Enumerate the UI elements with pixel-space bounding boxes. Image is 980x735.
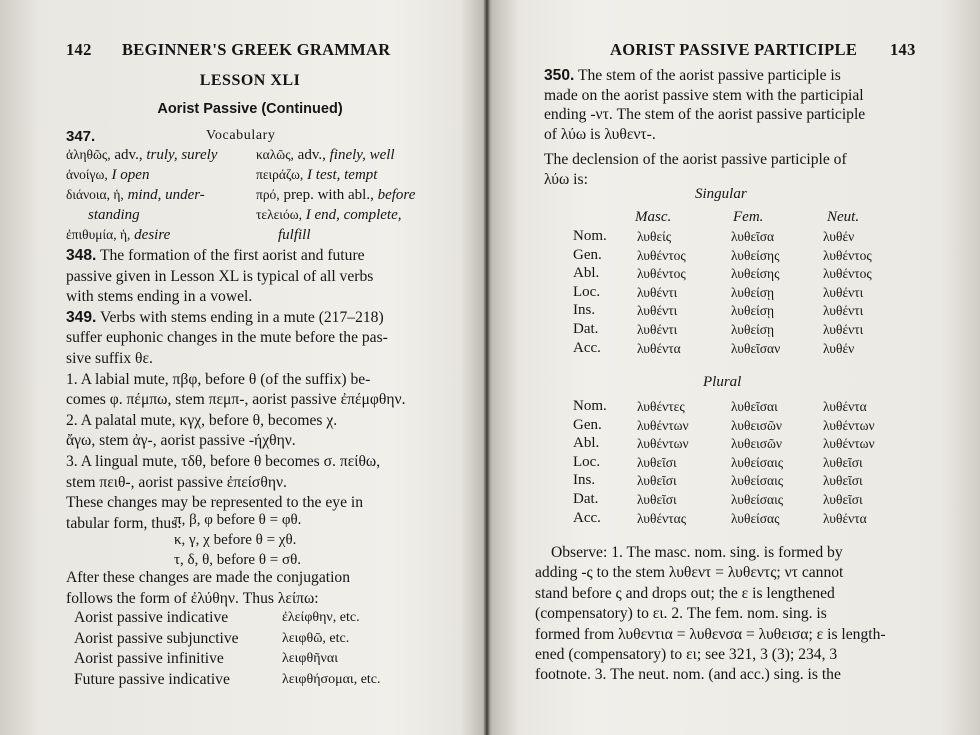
neut-form: λυθέντος (823, 266, 872, 282)
neut-form: λυθέντι (823, 322, 864, 337)
vocab-gloss: I end, complete, (305, 207, 402, 223)
form-greek: λειφθήσομαι, etc. (282, 671, 381, 687)
vocab-pos: adv., (110, 147, 147, 163)
fem-form: λυθείσῃ (731, 322, 775, 337)
left-page (60, 0, 455, 735)
body-line (66, 473, 461, 493)
observe-line: Observe: 1. The masc. nom. sing. is formed by (551, 544, 843, 561)
intro-line (544, 66, 841, 86)
line-text: comes φ. πέμπω, stem πεμπ-, aorist passive ἐπέμφθην. (66, 391, 406, 409)
body-line (66, 431, 461, 451)
mute-rule: τ, δ, θ, before θ = σθ. (174, 552, 302, 568)
masc-form: λυθεῖσι (637, 454, 677, 470)
masc-form: λυθέντα (637, 340, 681, 356)
page-number-right: 143 (890, 40, 916, 59)
form-label: Aorist passive infinitive (74, 650, 224, 667)
masc-form: λυθείς (637, 229, 672, 244)
intro-line (544, 125, 656, 145)
masc-form: λυθέντας (637, 510, 687, 526)
observe-line: (compensatory) to ει. 2. The fem. nom. sing. is (535, 605, 827, 623)
fem-form: λυθείσῃ (731, 284, 775, 300)
body-line (66, 287, 461, 307)
fem-form: λυθεῖσαι (731, 399, 778, 414)
vocab-left-entry (66, 187, 205, 204)
case-label: Dat. (573, 321, 599, 337)
body-line (66, 452, 461, 472)
mute-rule: π, β, φ before θ = φθ. (174, 512, 302, 528)
masc-form: λυθέντι (637, 322, 678, 337)
line-text: ἄγω, stem ἀγ-, aorist passive -ήχθην. (66, 432, 296, 450)
neut-form: λυθέντων (823, 436, 875, 452)
vocab-pos: adv., (293, 147, 330, 163)
running-title-right: AORIST PASSIVE PARTICIPLE (610, 40, 858, 59)
line-text: tabular form, thus: (66, 514, 182, 532)
col-head-masc: Masc. (635, 209, 672, 225)
line-text: ending -ντ. The stem of the aorist passive participle (544, 106, 866, 124)
fem-form: λυθείσας (731, 510, 780, 526)
vocab-greek: ἀληθῶς, (66, 147, 111, 162)
observe-line: formed from λυθεντια = λυθενσα = λυθεισα; ε is length- (535, 625, 886, 643)
vocab-gloss: desire (134, 227, 171, 243)
singular-heading: Singular (695, 186, 747, 202)
intro-line (544, 105, 865, 125)
line-text: 3. A lingual mute, τδθ, before θ becomes σ. πείθω, (66, 453, 381, 470)
vocab-right-entry (256, 187, 415, 204)
form-greek: λειφθῶ, etc. (282, 630, 350, 646)
masc-form: λυθέντι (637, 284, 678, 300)
vocab-greek: διάνοια, ἡ, (66, 187, 124, 202)
vocab-right-entry (256, 147, 395, 164)
body-line: After these changes are made the conjugation (66, 569, 351, 586)
mute-rule: κ, γ, χ before θ = χθ. (174, 532, 297, 548)
body-line (66, 349, 461, 369)
line-text: of λύω is λυθεντ-. (544, 125, 656, 143)
masc-form: λυθέντι (637, 303, 678, 319)
case-label: Ins. (573, 472, 596, 489)
line-text: These changes may be represented to the eye in (66, 494, 364, 512)
book-gutter (484, 0, 490, 735)
body-line (66, 411, 461, 431)
line-text: The formation of the first aorist and future (96, 247, 365, 264)
fem-form: λυθεισῶν (731, 436, 783, 452)
neut-form: λυθέν (823, 229, 855, 244)
case-label: Ins. (573, 302, 596, 319)
intro-line (544, 86, 864, 106)
col-head-fem: Fem. (733, 209, 764, 225)
body-line (66, 328, 461, 348)
vocab-gloss: I test, tempt (307, 167, 378, 183)
line-text: The declension of the aorist passive participle of (544, 151, 847, 169)
observe-line: footnote. 3. The neut. nom. (and acc.) sing. is the (535, 666, 841, 684)
vocab-gloss: I open (111, 167, 150, 183)
case-label: Gen. (573, 246, 602, 263)
body-line (66, 267, 461, 287)
vocab-right-entry (256, 167, 377, 184)
case-label: Acc. (573, 509, 601, 526)
line-text: made on the aorist passive stem with the participial (544, 86, 864, 104)
fem-form: λυθείσης (731, 247, 780, 263)
neut-form: λυθεῖσι (823, 454, 863, 470)
neut-form: λυθέντα (823, 510, 867, 526)
vocab-left-entry (88, 207, 140, 224)
line-text: Verbs with stems ending in a mute (217–218) (96, 308, 384, 326)
fem-form: λυθείσης (731, 266, 780, 282)
neut-form: λυθέντι (823, 284, 864, 300)
neut-form: λυθέντος (823, 247, 872, 263)
neut-form: λυθέντι (823, 303, 864, 319)
case-label: Nom. (573, 398, 607, 414)
vocab-greek: ἐπιθυμία, ἡ, (66, 227, 131, 242)
fem-form: λυθεῖσα (731, 229, 775, 244)
line-text: The stem of the aorist passive participle is (574, 67, 841, 84)
intro-line (544, 170, 588, 190)
line-text: λύω is: (544, 171, 588, 188)
vocab-gloss: standing (88, 207, 140, 223)
case-label: Abl. (573, 265, 600, 282)
col-head-neut: Neut. (827, 209, 860, 225)
vocab-greek: καλῶς, (256, 147, 294, 162)
intro-line (544, 150, 847, 170)
masc-form: λυθέντος (637, 247, 686, 263)
lesson-title: LESSON XLI (199, 72, 301, 89)
case-label: Loc. (573, 453, 601, 470)
vocab-right-entry (256, 207, 402, 224)
lesson-subheading: Aorist Passive (Continued) (157, 101, 343, 117)
observe-line: stand before ς and drops out; the ε is lengthened (535, 584, 835, 602)
vocab-left-entry (66, 147, 217, 164)
masc-form: λυθέντες (637, 399, 685, 414)
form-label: Future passive indicative (74, 670, 230, 688)
neut-form: λυθεῖσι (823, 473, 863, 489)
vocabulary-heading: Vocabulary (206, 128, 276, 143)
form-greek: ἐλείφθην, etc. (282, 610, 360, 625)
section-number-347: 347. (66, 128, 96, 145)
page-number-left: 142 (66, 40, 92, 59)
neut-form: λυθέντων (823, 417, 875, 433)
line-text: 1. A labial mute, πβφ, before θ (of the suffix) be- (66, 370, 371, 388)
vocab-gloss: fulfill (278, 227, 311, 243)
case-label: Dat. (573, 491, 599, 507)
section-number: 350. (544, 67, 575, 84)
case-label: Loc. (573, 283, 601, 300)
fem-form: λυθεῖσαν (731, 340, 781, 356)
fem-form: λυθείσῃ (731, 303, 775, 319)
section-number: 348. (66, 247, 97, 264)
form-greek: λειφθῆναι (282, 651, 338, 666)
masc-form: λυθέντων (637, 417, 689, 433)
line-text: 2. A palatal mute, κγχ, before θ, becomes χ. (66, 411, 338, 429)
form-label: Aorist passive indicative (74, 609, 229, 626)
section-number: 349. (66, 308, 97, 326)
vocab-gloss: before (377, 187, 416, 203)
body-line (66, 246, 461, 266)
vocab-greek: ἀνοίγω, (66, 167, 108, 182)
masc-form: λυθεῖσι (637, 492, 677, 507)
neut-form: λυθέν (823, 340, 855, 356)
line-text: with stems ending in a vowel. (66, 288, 253, 306)
vocab-greek: πειράζω, (256, 167, 304, 182)
neut-form: λυθεῖσι (823, 492, 863, 507)
vocab-left-entry (66, 227, 170, 244)
body-line (66, 370, 461, 390)
neut-form: λυθέντα (823, 399, 867, 414)
fem-form: λυθείσαις (731, 473, 784, 489)
vocab-gloss: truly, surely (146, 147, 218, 163)
vocab-left-entry (66, 167, 149, 184)
masc-form: λυθέντων (637, 436, 689, 452)
fem-form: λυθείσαις (731, 492, 784, 507)
observe-line: ened (compensatory) to ει; see 321, 3 (3); 234, 3 (535, 646, 838, 663)
line-text: stem πειθ-, aorist passive ἐπείσθην. (66, 473, 287, 491)
form-label: Aorist passive subjunctive (74, 629, 239, 647)
masc-form: λυθέντος (637, 266, 686, 282)
body-line (66, 493, 461, 513)
vocab-gloss: mind, under- (127, 187, 205, 203)
vocab-pos: prep. with abl., (279, 187, 378, 203)
case-label: Abl. (573, 435, 600, 452)
case-label: Nom. (573, 228, 607, 244)
masc-form: λυθεῖσι (637, 473, 677, 489)
line-text: suffer euphonic changes in the mute before the pas- (66, 329, 388, 347)
running-title-left: BEGINNER'S GREEK GRAMMAR (122, 40, 391, 59)
case-label: Acc. (573, 339, 601, 356)
vocab-greek: τελειόω, (256, 207, 302, 222)
vocab-gloss: finely, well (329, 147, 395, 163)
line-text: passive given in Lesson XL is typical of all verbs (66, 267, 374, 285)
vocab-right-entry (278, 227, 311, 244)
line-text: sive suffix θε. (66, 350, 153, 367)
body-line (66, 308, 461, 328)
fem-form: λυθεισῶν (731, 417, 783, 433)
right-page (535, 0, 915, 735)
observe-line: adding -ς to the stem λυθεντ = λυθεντς; ντ cannot (535, 564, 844, 582)
body-line (66, 390, 461, 410)
fem-form: λυθείσαις (731, 454, 784, 470)
case-label: Gen. (573, 416, 602, 433)
vocab-greek: πρό, (256, 187, 280, 202)
body-line: follows the form of ἐλύθην. Thus λείπω: (66, 589, 319, 607)
plural-heading: Plural (703, 374, 742, 390)
